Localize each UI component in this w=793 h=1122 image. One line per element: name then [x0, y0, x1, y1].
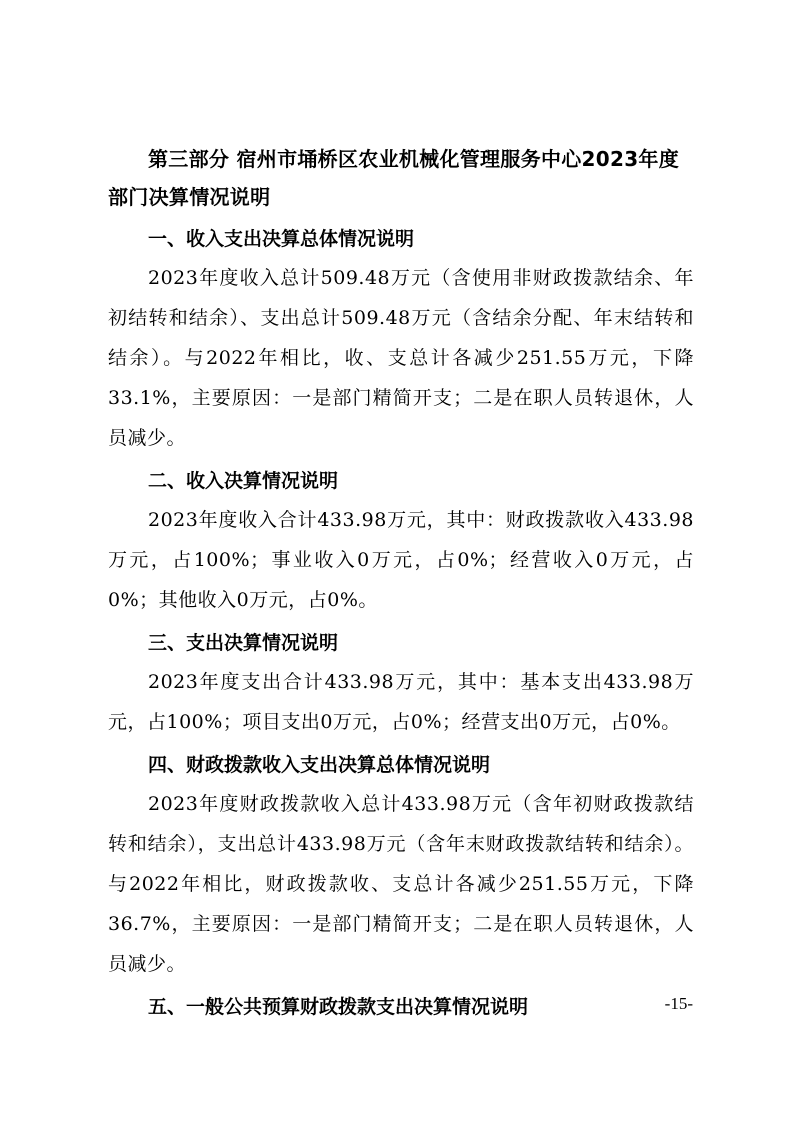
section-heading: 一、收入支出决算总体情况说明 [148, 228, 415, 250]
section-paragraph: 2023年度收入总计509.48万元（含使用非财政拨款结余、年初结转和结余）、支出总计509.48万元（含结余分配、年末结转和结余）。与2022年相比，收、支总计各减少251.55万元，下降33.1%，主要原因：一是部门精简开支；二是在职人员转退休，人员减少。 [108, 267, 694, 449]
section-heading: 三、支出决算情况说明 [148, 632, 339, 654]
section-heading: 五、一般公共预算财政拨款支出决算情况说明 [148, 996, 529, 1018]
section-paragraph: 2023年度财政拨款收入总计433.98万元（含年初财政拨款结转和结余），支出总计433.98万元（含年末财政拨款结转和结余）。与2022年相比，财政拨款收、支总计各减少251.55万元，下降36.7%，主要原因：一是部门精简开支；二是在职人员转退休，人员减少。 [108, 793, 694, 975]
section-paragraph: 2023年度支出合计433.98万元，其中：基本支出433.98万元，占100%；项目支出0万元，占0%；经营支出0万元，占0%。 [108, 671, 694, 733]
page-number: -15- [664, 994, 693, 1013]
section-heading: 四、财政拨款收入支出决算总体情况说明 [148, 754, 491, 776]
section-heading: 二、收入决算情况说明 [148, 470, 339, 492]
section-paragraph: 2023年度收入合计433.98万元，其中：财政拨款收入433.98万元，占100%；事业收入0万元，占0%；经营收入0万元，占0%；其他收入0万元，占0%。 [108, 509, 694, 611]
document-title: 第三部分 宿州市埇桥区农业机械化管理服务中心2023年度部门决算情况说明 [108, 147, 680, 209]
document-body [108, 140, 694, 1026]
